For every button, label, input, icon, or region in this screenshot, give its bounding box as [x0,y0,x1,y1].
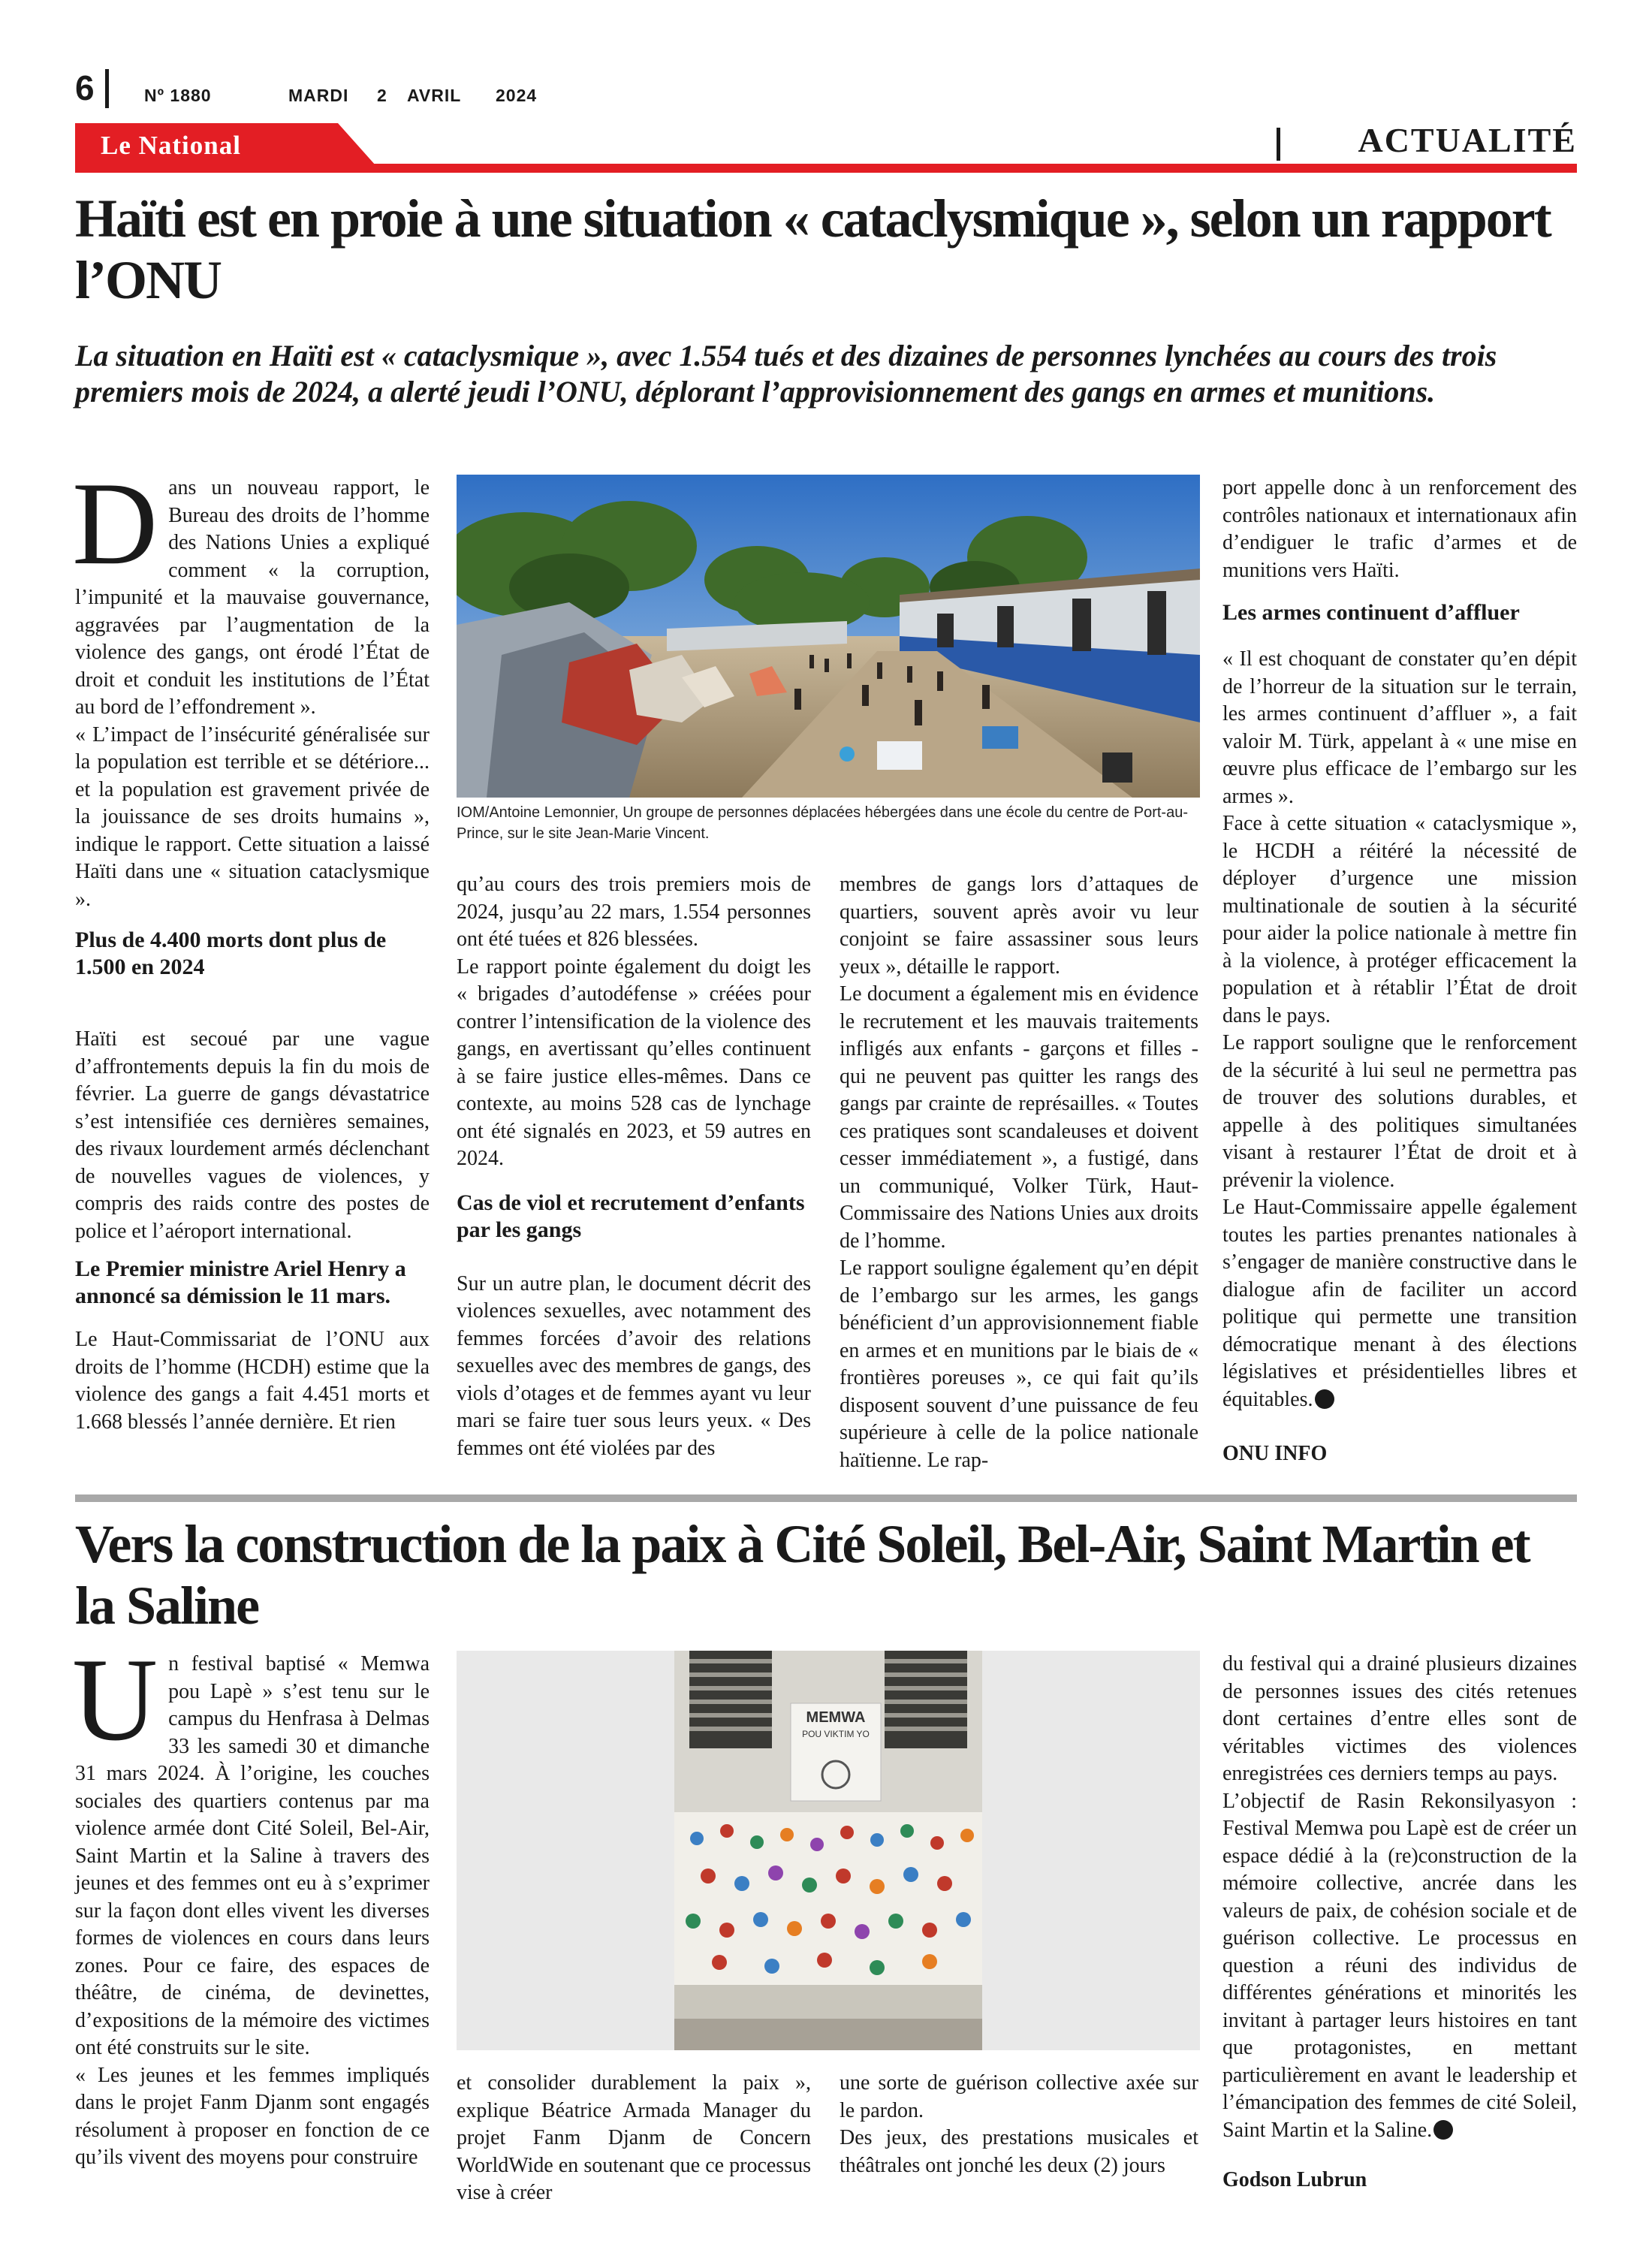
article1-paragraph: port appelle donc à un renforcement des contrôles nationaux et internationaux afin d’endiguer le trafic d’armes et de munitions vers Haïti. [1222,476,1577,582]
article1-subheading: Plus de 4.400 morts dont plus de 1.500 en 2024 [75,927,387,979]
photo-caption: IOM/Antoine Lemonnier, Un groupe de personnes déplacées hébergées dans une école du centre de Port-au-Prince, sur le site Jean-Marie Vincent. [457,804,1188,842]
article1-subheading: Cas de viol et recrutement d’enfants par les gangs [457,1190,805,1242]
article1-subheading: Le Premier ministre Ariel Henry a annoncé sa démission le 11 mars. [75,1256,406,1308]
issue-number: Nº 1880 [144,86,212,105]
article1-paragraph: Le rapport pointe également du doigt les « brigades d’autodéfense » créées pour contrer l’intensification de la violence des gangs, en avertissant qu’elles continuent à se faire justice elles-mêmes. Dans ce contexte, au moins 528 cas de lynchage ont été signalés en 2023, et 59 autres en 2024. [457,955,811,1170]
year: 2024 [496,86,538,105]
article1-lede: La situation en Haïti est « cataclysmique », avec 1.554 tués et des dizaines de personnes lynchées au cours des trois premiers mois de 2024, a alerté jeudi l’ONU, déplorant l’approvisionnement des gangs en armes et munitions. [75,339,1497,409]
article1-column-2 [457,871,811,1462]
article1-paragraph: Sur un autre plan, le document décrit des violences sexuelles, avec notamment des femmes forcées d’avoir des relations sexuelles avec des membres de gangs, des viols d’otages et de femmes ayant vu leur mari se faire tuer sous leurs yeux. « Des femmes ont été violées par des [457,1271,811,1460]
article2-headline: Vers la construction de la paix à Cité Soleil, Bel-Air, Saint Martin et la Saline [75,1514,1530,1636]
end-of-article-icon [1315,1389,1334,1409]
article1-paragraph: ans un nouveau rapport, le Bureau des droits de l’homme des Nations Unies a expliqué comment « la corruption, l’impunité et la mauvaise gouvernance, aggravées par l’augmentation de la violence des gangs, ont érodé l’État de droit et conduit les institutions de l’État au bord de l’effondrement ». [75,476,430,719]
article2-column-2 [457,2070,811,2207]
article1-paragraph: Face à cette situation « cataclysmique », le HCDH a réitéré la nécessité de déployer d’urgence une mission multinationale de soutien à la sécurité pour aider la police nationale à mettre fin à la violence, à protéger efficacement la population et à rétablir l’État de droit dans le pays. [1222,812,1577,1027]
article1-paragraph: Le Haut-Commissariat de l’ONU aux droits de l’homme (HCDH) estime que la violence des gangs a fait 4.451 morts et 1.668 blessés l’année dernière. Et rien [75,1328,430,1434]
article1-signature: ONU INFO [1222,1442,1328,1465]
article1-column-3 [840,871,1198,1474]
day: MARDI [288,86,349,105]
poster-title: MEMWA [806,1709,866,1726]
section-title: ACTUALITÉ [1358,121,1577,159]
article1-paragraph: Le Haut-Commissaire appelle également toutes les parties prenantes nationales à s’engager de manière constructive dans le dialogue afin de faciliter un accord politique qui permette une transition démocratique menant à des élections législatives et présidentielles libres et équitables. [1222,1196,1577,1411]
article2-paragraph: n festival baptisé « Memwa pou Lapè » s’est tenu sur le campus du Henfrasa à Delmas 33 les samedi 30 et dimanche 31 mars 2024. À l’origine, les couches sociales des quartiers contenus par ma violence armée dont Cité Soleil, Bel-Air, Saint Martin et la Saline à travers des jeunes et des femmes ont eu à s’exprimer sur la façon dont elles vivent les diverses formes de violences en cours dans leurs zones. Pour ce faire, des espaces de théâtre, de cinéma, de devinettes, d’expositions de la mémoire des victimes ont été construits sur le site. [75,1652,430,2059]
article2-column-1 [72,1634,430,2172]
article2-column-4 [1222,1651,1577,2194]
page-number-separator [105,69,109,108]
article1-headline: Haïti est en proie à une situation « cataclysmique », selon un rapport l’ONU [75,189,1551,310]
article2-paragraph: L’objectif de Rasin Rekonsilyasyon : Festival Memwa pou Lapè est de créer un espace dédié à la (re)construction de la mémoire collective, ancrée dans les valeurs de paix, de cohésion sociale et de guérison collective. Le processus en question a réuni des individus de différentes générations et minorités les invitant à partager leurs histoires en tant que protagonistes, en mettant particulièrement en avant le leadership et l’émancipation des femmes de cité Soleil, Saint Martin et la Saline. [1222,1789,1577,2142]
article1-dropcap: D [72,458,158,590]
article1-paragraph: Haïti est secoué par une vague d’affrontements depuis la fin du mois de février. La guerre de gangs dévastatrice s’est intensifiée ces dernières semaines, des rivaux lourdement armés déclenchant de nouvelles vagues de violences, y compris des raids contre des postes de police et l’aéroport international. [75,1027,430,1243]
article1-column-1 [72,458,430,1436]
article1-paragraph: Le rapport souligne que le renforcement de la sécurité à lui seul ne permettra pas de trouver des solutions durables, et appelle à des politiques simultanées visant à restaurer l’État de droit et à prévenir la violence. [1222,1031,1577,1192]
displacement-camp-photo [457,475,1200,798]
article2-paragraph: du festival qui a drainé plusieurs dizaines de personnes issues des cités retenues dont certaines d’entre elles sont de véritables victimes des violences enregistrées ces derniers temps au pays. [1222,1652,1577,1785]
month: AVRIL [407,86,462,105]
brand-name: Le National [101,131,241,160]
camp-scene-image [457,475,1200,798]
article1-paragraph: « Il est choquant de constater qu’en dépit de l’horreur de la situation sur le terrain, les armes continuent d’affluer », a fait valoir M. Türk, appelant à « une mise en œuvre plus efficace de l’embargo sur les armes ». [1222,647,1577,808]
article2-paragraph: Des jeux, des prestations musicales et théâtrales ont jonché les deux (2) jours [840,2126,1198,2177]
article2-signature: Godson Lubrun [1222,2168,1367,2191]
article2-dropcap: U [72,1634,158,1766]
section-separator [1277,128,1280,161]
memorial-photo-frame [457,1651,1200,2050]
article2-column-3 [840,2070,1198,2179]
header-rule [75,164,1577,173]
article2-paragraph: une sorte de guérison collective axée sur le pardon. [840,2071,1198,2122]
article1-paragraph: Le document a également mis en évidence le recrutement et les mauvais traitements infligés aux enfants - garçons et filles - qui ne peuvent pas quitter les rangs des gangs par crainte de représailles. « Toutes ces pratiques sont scandaleuses et doivent cesser immédiatement », a fustigé, dans un communiqué, Volker Türk, Haut-Commissaire des Nations Unies aux droits de l’homme. [840,982,1198,1253]
article1-subheading: Les armes continuent d’affluer [1222,600,1520,625]
article2-paragraph: « Les jeunes et les femmes impliqués dans le projet Fanm Djanm sont engagés résolument à proposer en fonction de ce qu’ils vivent des moyens pour construire [75,2063,430,2169]
article1-paragraph: « L’impact de l’insécurité généralisée sur la population est terrible et se détériore... et la population est gravement privée de la jouissance de ses droits humains », indique le rapport. Cette situation a laissé Haïti dans une « situation cataclysmique ». [75,722,430,911]
article1-paragraph: Le rapport souligne également qu’en dépit de l’embargo sur les armes, les gangs bénéficient d’un approvisionnement fiable en armes et en munitions par le biais de « frontières poreuses », ce qui fait qu’ils disposent souvent d’une puissance de feu supérieure à celle de la police nationale haïtienne. Le rap- [840,1256,1198,1472]
poster-subtitle: POU VIKTIM YO [802,1729,870,1739]
article1-paragraph: membres de gangs lors d’attaques de quartiers, souvent après avoir vu leur conjoint se faire assassiner sous leurs yeux », détaille le rapport. [840,873,1198,979]
article-divider [75,1494,1577,1502]
date-number: 2 [377,86,387,105]
article2-paragraph: et consolider durablement la paix », explique Béatrice Armada Manager du projet Fanm Djanm de Concern WorldWide en soutenant que ce processus vise à créer [457,2071,811,2204]
end-of-article-icon [1433,2120,1453,2140]
article1-column-4 [1222,475,1577,1468]
page-number: 6 [75,68,95,107]
article1-paragraph: qu’au cours des trois premiers mois de 2024, jusqu’au 22 mars, 1.554 personnes ont été tuées et 826 blessées. [457,873,811,951]
